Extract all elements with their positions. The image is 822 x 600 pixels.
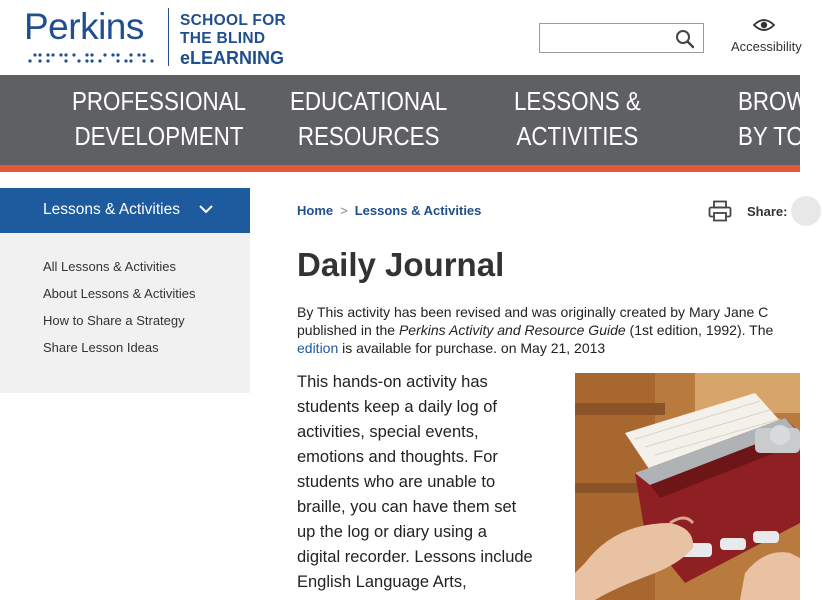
breadcrumb-home[interactable]: Home — [297, 203, 334, 218]
body-line: This hands-on activity has — [297, 373, 488, 391]
nav-browse-by-topic[interactable] — [738, 84, 822, 158]
edition-link[interactable]: edition — [297, 340, 339, 356]
nav-lessons-activities[interactable] — [514, 84, 641, 158]
body-line: activities, special events, — [297, 423, 479, 441]
print-icon[interactable] — [708, 200, 732, 222]
search-icon[interactable] — [675, 29, 695, 49]
sidebar-item-share-strategy[interactable]: How to Share a Strategy — [43, 313, 185, 328]
body-line: emotions and thoughts. For — [297, 448, 498, 466]
nav-label-line1: LESSONS & — [514, 86, 641, 116]
byline-date: is available for purchase. on May 21, 2013 — [338, 340, 606, 356]
body-line: up the log or diary using a — [297, 523, 487, 541]
eye-icon — [753, 18, 775, 32]
nav-label-line1: BROWS — [738, 86, 822, 116]
sidebar-item-share-ideas[interactable]: Share Lesson Ideas — [43, 340, 159, 355]
nav-label-line2: ACTIVITIES — [516, 121, 639, 151]
braille-dots-icon — [27, 51, 155, 67]
nav-label-line1: PROFESSIONAL — [72, 86, 246, 116]
search-input[interactable] — [539, 23, 704, 53]
logo-wordmark[interactable]: Perkins — [24, 6, 144, 47]
main-nav — [0, 75, 822, 165]
guide-title: Perkins Activity and Resource Guide — [398, 322, 626, 338]
logo-blind-line: THE BLIND — [180, 30, 266, 47]
accessibility-button[interactable] — [726, 14, 800, 64]
nav-accent-bar — [0, 165, 800, 172]
accessibility-label: Accessibility — [731, 39, 802, 54]
body-line: students who are unable to — [297, 473, 496, 491]
chevron-down-icon — [199, 204, 213, 214]
breadcrumb — [297, 203, 481, 218]
sidebar-heading: Lessons & Activities — [43, 201, 180, 218]
byline-line-2 — [297, 321, 817, 339]
breadcrumb-current[interactable]: Lessons & Activities — [354, 203, 482, 218]
braille-writer-photo — [575, 373, 800, 600]
sidebar — [0, 188, 250, 393]
sidebar-item-all-lessons[interactable]: All Lessons & Activities — [43, 259, 176, 274]
byline-line-3 — [297, 339, 817, 357]
nav-label-line2: DEVELOPMENT — [74, 121, 244, 151]
sidebar-item-about-lessons[interactable]: About Lessons & Activities — [43, 286, 196, 301]
article-byline — [297, 303, 817, 357]
logo-elearning-line: eLEARNING — [180, 48, 285, 68]
body-line: braille, you can have them set — [297, 498, 517, 516]
logo-school-line: SCHOOL FOR — [180, 12, 287, 29]
nav-educational-resources[interactable] — [290, 84, 447, 158]
share-button[interactable] — [791, 196, 821, 226]
share-label: Share: — [747, 204, 788, 219]
body-line: digital recorder. Lessons include — [297, 548, 533, 566]
nav-professional-development[interactable] — [72, 84, 246, 158]
page-title: Daily Journal — [297, 246, 505, 283]
body-line: English Language Arts, — [297, 573, 467, 591]
byline-text: published in the — [297, 322, 399, 338]
nav-label-line1: EDUCATIONAL — [290, 86, 448, 116]
logo-divider — [168, 8, 169, 66]
body-line: students keep a daily log of — [297, 398, 497, 416]
sidebar-section-toggle[interactable] — [0, 188, 250, 233]
article-body — [297, 370, 547, 595]
nav-label-line2: BY TOP — [738, 121, 819, 151]
site-header — [0, 0, 800, 75]
byline-line-1: By This activity has been revised and was originally created by Mary Jane C — [297, 304, 769, 320]
breadcrumb-separator: > — [340, 203, 348, 218]
nav-label-line2: RESOURCES — [297, 121, 440, 151]
byline-text: (1st edition, 1992). The — [625, 322, 774, 338]
